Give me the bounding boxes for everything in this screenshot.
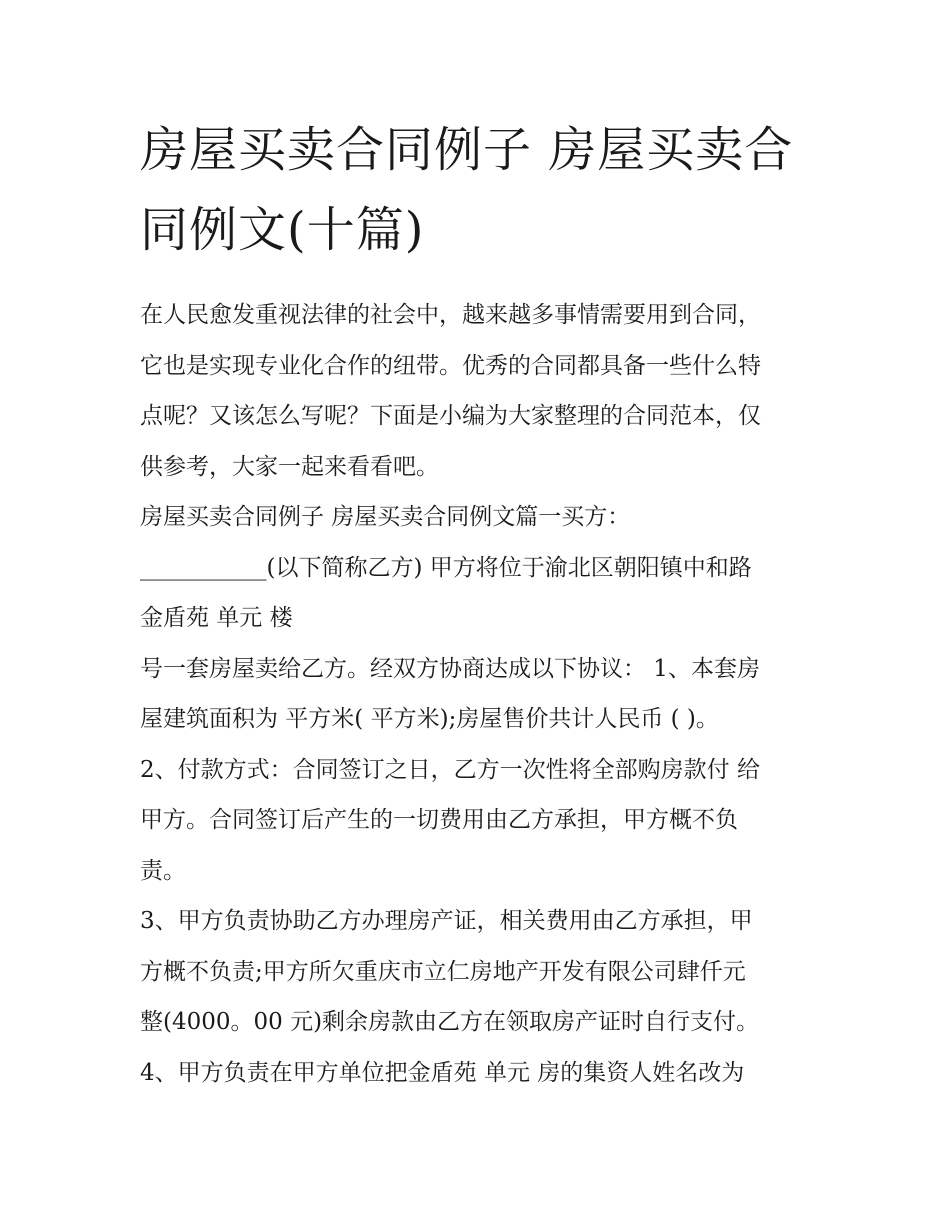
title-line-1: 房屋买卖合同例子 房屋买卖合 <box>140 122 794 178</box>
text-line: 屋建筑面积为 平方米( 平方米);房屋售价共计人民币 ( )。 <box>140 706 719 732</box>
text-line: ___________(以下简称乙方) 甲方将位于渝北区朝阳镇中和路 <box>140 554 752 581</box>
text-line: 房屋买卖合同例子 房屋买卖合同例文篇一买方： <box>140 504 631 530</box>
text-line: 号一套房屋卖给乙方。经双方协商达成以下协议： 1、本套房 <box>140 655 760 682</box>
text-line: 责。 <box>140 857 186 884</box>
text-line: 金盾苑 单元 楼 <box>140 605 293 631</box>
text-line: 方概不负责;甲方所欠重庆市立仁房地产开发有限公司肆仟元 <box>140 958 746 985</box>
text-line: 甲方。合同签订后产生的一切费用由乙方承担，甲方概不负 <box>140 807 738 833</box>
text-line: 2、付款方式：合同签订之日，乙方一次性将全部购房款付 给 <box>140 756 760 783</box>
text-line: 供参考，大家一起来看看吧。 <box>140 453 439 480</box>
text-line: 4、甲方负责在甲方单位把金盾苑 单元 房的集资人姓名改为 <box>140 1059 745 1086</box>
title-line-2: 同例文(十篇) <box>140 202 425 258</box>
document-title <box>140 110 820 270</box>
text-line: 3、甲方负责协助乙方办理房产证，相关费用由乙方承担，甲 <box>140 908 753 934</box>
document-body <box>140 290 820 1098</box>
text-line: 整(4000。00 元)剩余房款由乙方在领取房产证时自行支付。 <box>140 1009 760 1035</box>
text-line: 它也是实现专业化合作的纽带。优秀的合同都具备一些什么特 <box>140 352 761 379</box>
text-line: 在人民愈发重视法律的社会中，越来越多事情需要用到合同， <box>140 302 761 328</box>
text-line: 点呢？又该怎么写呢？下面是小编为大家整理的合同范本，仅 <box>140 403 761 429</box>
document-page <box>140 110 820 1098</box>
